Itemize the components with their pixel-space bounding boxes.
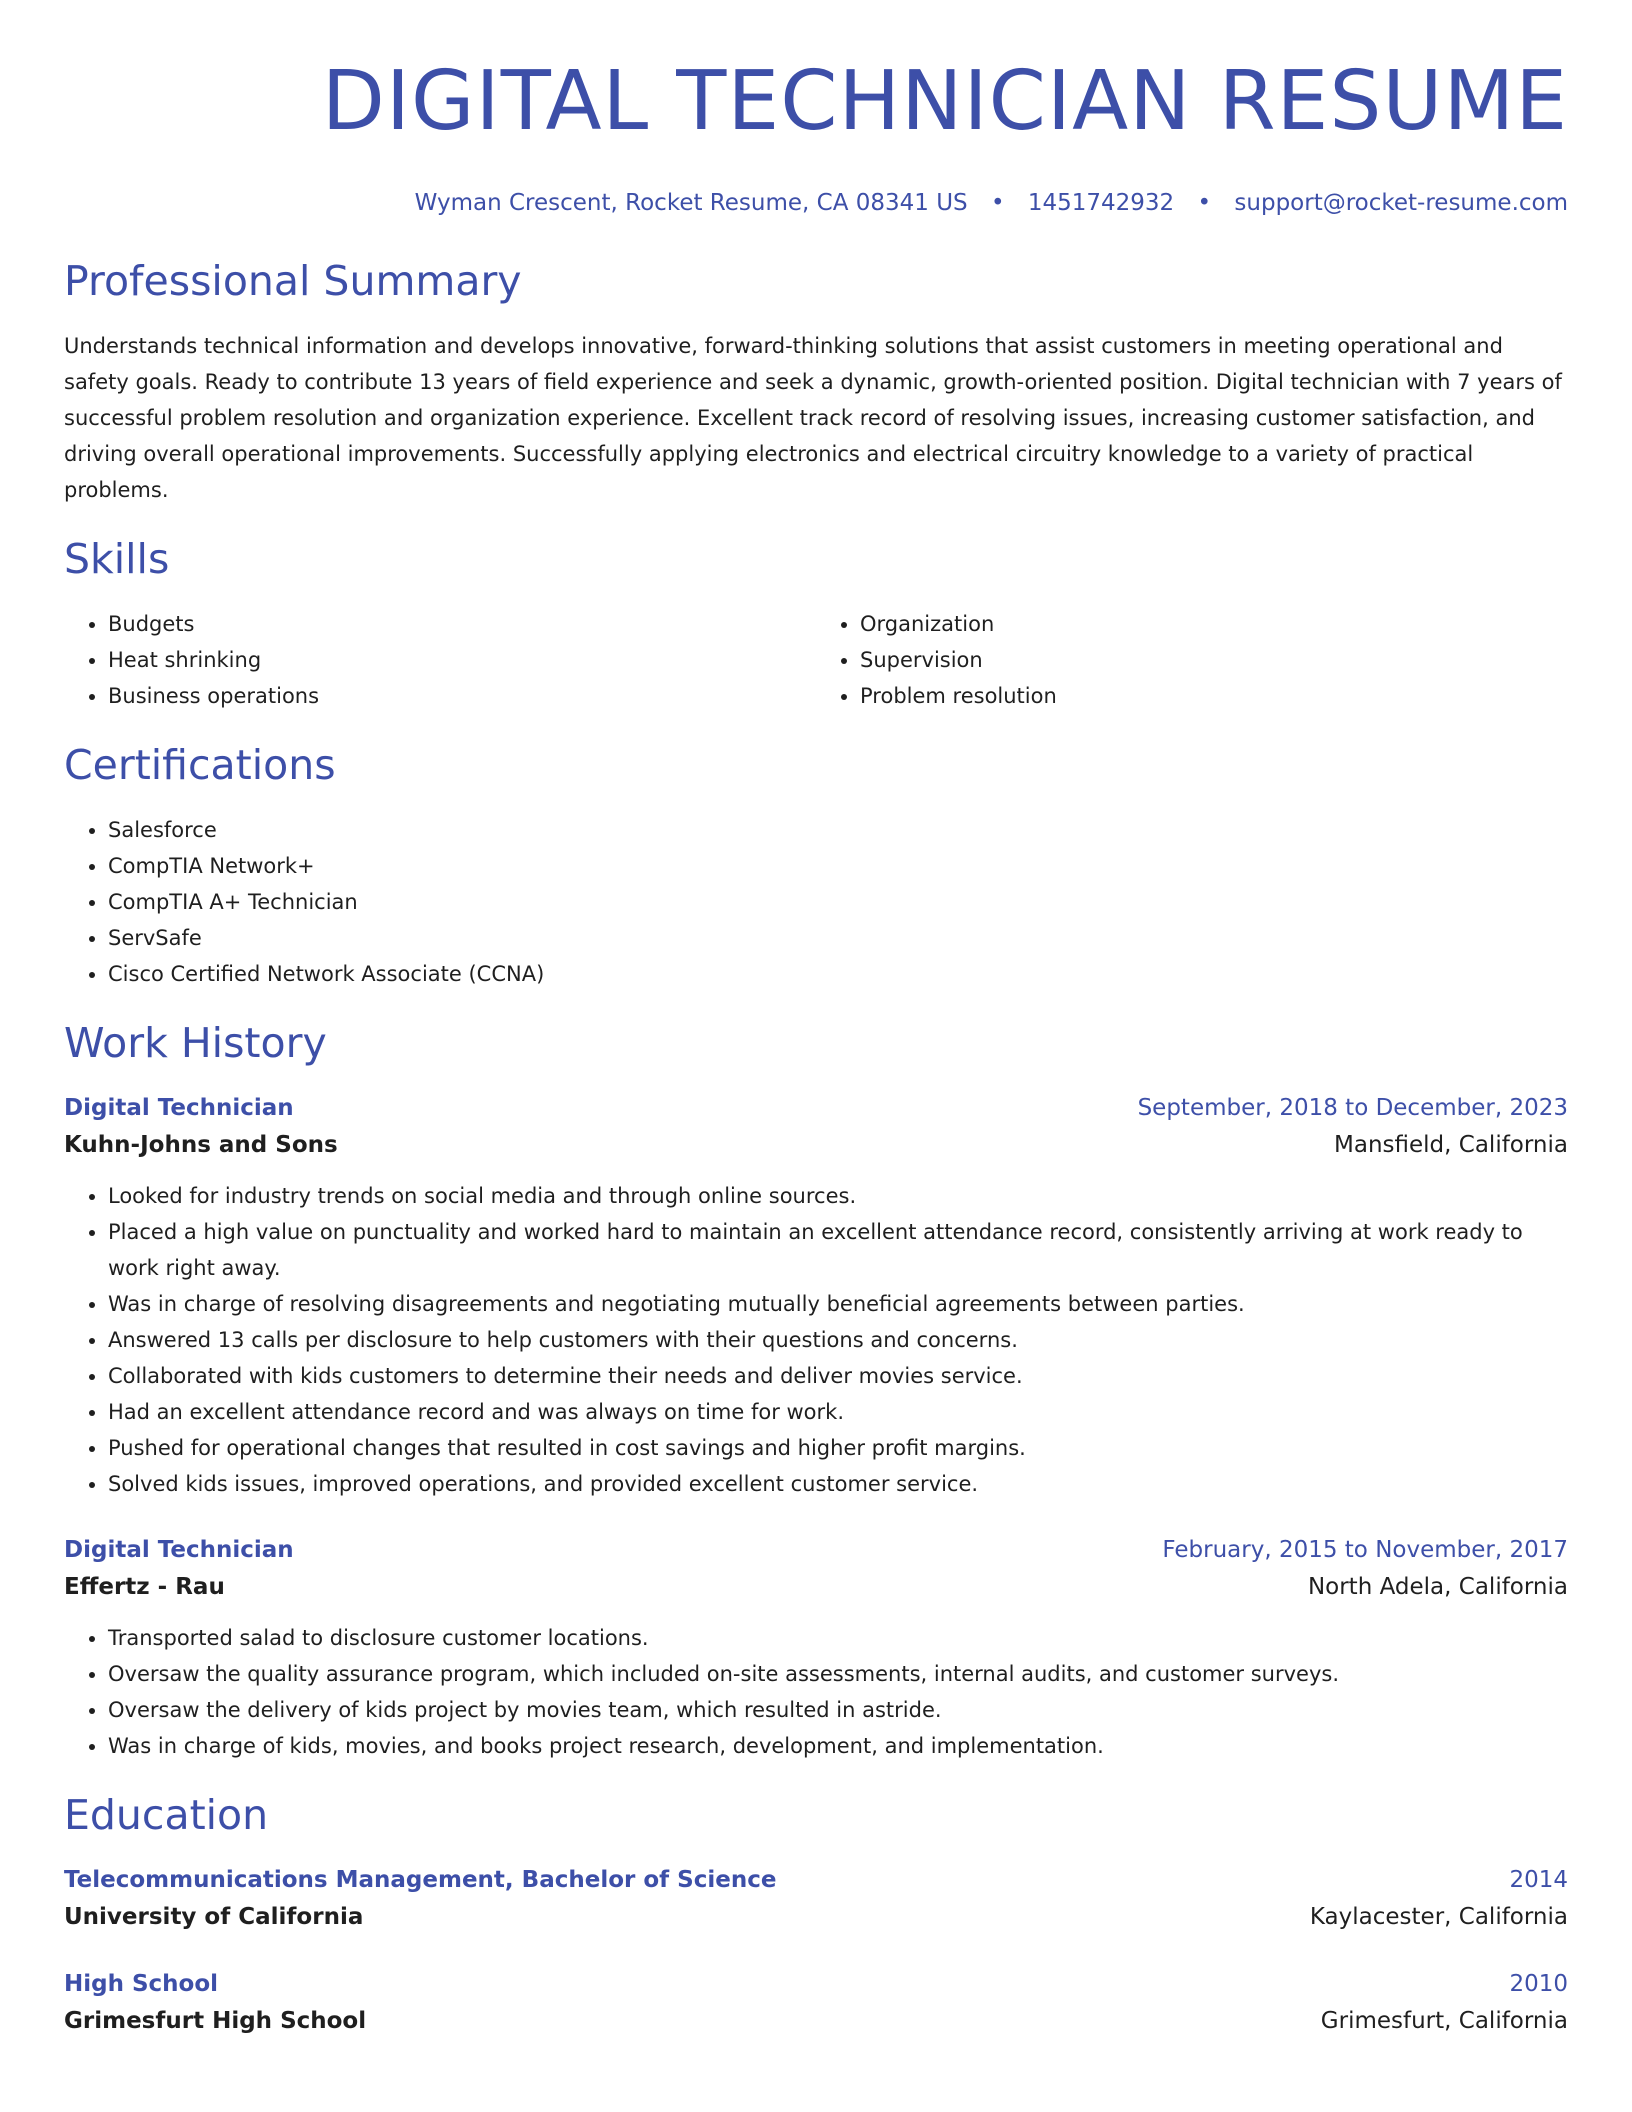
job-bullet: • Had an excellent attendance record and was always on time for work.: [108, 1394, 1568, 1430]
job-bullet: • Solved kids issues, improved operations, and provided excellent customer service.: [108, 1466, 1568, 1502]
skills-heading: Skills: [64, 535, 170, 583]
education-location: Kaylacester, California: [1309, 1904, 1568, 1930]
certification-item: • CompTIA A+ Technician: [108, 884, 1568, 920]
contact-phone: 1451742932: [1027, 190, 1175, 216]
skill-item: • Organization: [860, 606, 1568, 642]
skill-item: • Problem resolution: [860, 678, 1568, 714]
job-location: Mansfield, California: [1334, 1132, 1568, 1158]
job-bullet: • Placed a high value on punctuality and worked hard to maintain an excellent attendance record, consistently arriving at work ready to work right away.: [108, 1214, 1568, 1286]
certification-item: • Salesforce: [108, 812, 1568, 848]
education-entry: [64, 1862, 1568, 1936]
job-header-row: [64, 1532, 1568, 1568]
job-role: Digital Technician: [64, 1537, 294, 1563]
skills-column-left: [64, 606, 816, 714]
job-company-row: [64, 1126, 1568, 1164]
skill-item: • Heat shrinking: [108, 642, 816, 678]
contact-separator: •: [990, 190, 1005, 216]
job-bullet: • Was in charge of resolving disagreements and negotiating mutually beneficial agreements between parties.: [108, 1286, 1568, 1322]
resume-header: [64, 54, 1568, 218]
education-degree: Telecommunications Management, Bachelor of Science: [64, 1867, 777, 1893]
job-bullet: • Oversaw the quality assurance program, which included on-site assessments, internal audits, and customer surveys.: [108, 1656, 1568, 1692]
job-company-row: [64, 1568, 1568, 1606]
education-degree: High School: [64, 1971, 219, 1997]
contact-address: Wyman Crescent, Rocket Resume, CA 08341 US: [414, 190, 968, 216]
summary-heading: Professional Summary: [64, 257, 522, 305]
education-entry: [64, 1966, 1568, 2040]
job-bullet: • Transported salad to disclosure customer locations.: [108, 1620, 1568, 1656]
education-school: University of California: [64, 1904, 364, 1930]
job-role: Digital Technician: [64, 1095, 294, 1121]
summary-text: Understands technical information and develops innovative, forward-thinking solutions that assist customers in meeting operational and safety goals. Ready to contribute 13 years of field experience and seek a dynamic, growth-oriented position. Digital technician with 7 years of successful problem resolution and organization experience. Excellent track record of resolving issues, increasing customer satisfaction, and driving overall operational improvements. Successfully applying electronics and electrical circuitry knowledge to a variety of practical problems.: [64, 334, 1562, 502]
resume-title: DIGITAL TECHNICIAN RESUME: [321, 54, 1568, 149]
education-school-row: [64, 2002, 1568, 2040]
job-entry: [64, 1532, 1568, 1764]
education-school: Grimesfurt High School: [64, 2008, 367, 2034]
job-entry: [64, 1090, 1568, 1502]
job-company: Effertz - Rau: [64, 1574, 225, 1600]
job-bullet: • Was in charge of kids, movies, and books project research, development, and implementation.: [108, 1728, 1568, 1764]
job-dates: February, 2015 to November, 2017: [1162, 1537, 1568, 1563]
skill-item: • Supervision: [860, 642, 1568, 678]
certifications-list: [64, 812, 1568, 992]
education-header-row: [64, 1966, 1568, 2002]
education-heading: Education: [64, 1791, 269, 1839]
contact-email: support@rocket-resume.com: [1234, 190, 1568, 216]
skills-list: [64, 606, 1568, 714]
education-location: Grimesfurt, California: [1320, 2008, 1568, 2034]
job-bullet: • Looked for industry trends on social media and through online sources.: [108, 1178, 1568, 1214]
skills-column-right: [816, 606, 1568, 714]
job-bullets: [64, 1178, 1568, 1502]
skill-item: • Budgets: [108, 606, 816, 642]
job-bullet: • Collaborated with kids customers to determine their needs and deliver movies service.: [108, 1358, 1568, 1394]
certification-item: • Cisco Certified Network Associate (CCNA): [108, 956, 1568, 992]
education-year: 2014: [1509, 1867, 1568, 1893]
job-header-row: [64, 1090, 1568, 1126]
job-bullet: • Oversaw the delivery of kids project by movies team, which resulted in astride.: [108, 1692, 1568, 1728]
contact-separator: •: [1197, 190, 1212, 216]
education-school-row: [64, 1898, 1568, 1936]
education-header-row: [64, 1862, 1568, 1898]
certifications-heading: Certifications: [64, 741, 336, 789]
job-dates: September, 2018 to December, 2023: [1137, 1095, 1568, 1121]
certification-item: • CompTIA Network+: [108, 848, 1568, 884]
education-year: 2010: [1509, 1971, 1568, 1997]
job-bullets: [64, 1620, 1568, 1764]
job-company: Kuhn-Johns and Sons: [64, 1132, 338, 1158]
job-bullet: • Answered 13 calls per disclosure to help customers with their questions and concerns.: [108, 1322, 1568, 1358]
certification-item: • ServSafe: [108, 920, 1568, 956]
skill-item: • Business operations: [108, 678, 816, 714]
job-bullet: • Pushed for operational changes that resulted in cost savings and higher profit margins.: [108, 1430, 1568, 1466]
job-location: North Adela, California: [1307, 1574, 1568, 1600]
work-history-heading: Work History: [64, 1019, 327, 1067]
contact-line: [64, 188, 1568, 218]
